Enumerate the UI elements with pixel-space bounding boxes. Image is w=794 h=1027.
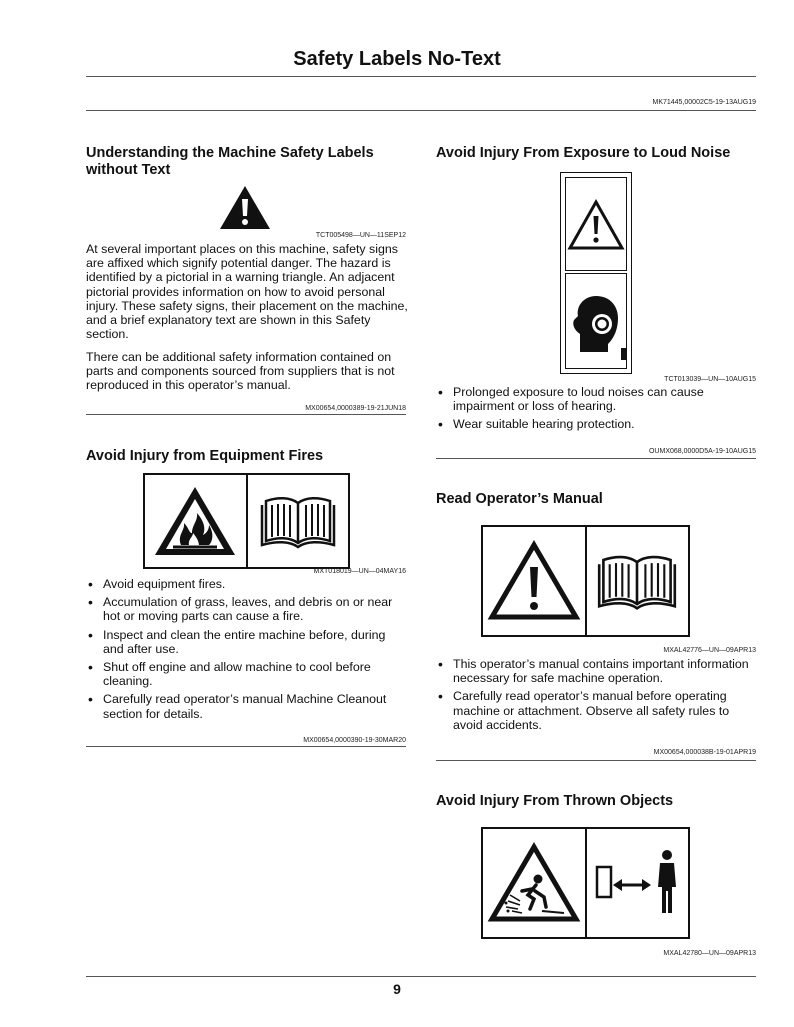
manual-figure-ref: MXAL42776—UN—09APR13 — [663, 647, 756, 654]
manual-bullet-list — [436, 657, 758, 736]
header-rule — [86, 110, 756, 111]
warning-triangle-icon — [483, 527, 585, 635]
list-item: • Shut off engine and allow machine to cool before cleaning. — [86, 660, 408, 688]
list-item: • Prolonged exposure to loud noises can cause impairment or loss of hearing. — [436, 385, 758, 413]
read-manual-icon — [246, 475, 349, 567]
list-item: • This operator’s manual contains important information necessary for safe machine operation. — [436, 657, 758, 685]
list-item: • Carefully read operator’s manual Machine Cleanout section for details. — [86, 692, 408, 720]
fires-figure-ref: MXT018019—UN—04MAY16 — [313, 568, 406, 575]
page-title: Safety Labels No-Text — [293, 48, 501, 70]
fires-ref: MX00654,0000390-19-30MAR20 — [303, 737, 406, 744]
page-number: 9 — [393, 981, 401, 997]
thrown-heading: Avoid Injury From Thrown Objects — [436, 793, 674, 809]
noise-bullet-list — [436, 385, 758, 436]
list-item: • Wear suitable hearing protection. — [436, 417, 758, 431]
fire-hazard-icon — [145, 475, 246, 567]
keep-distance-icon — [585, 829, 689, 937]
list-item: • Accumulation of grass, leaves, and debris on or near hot or moving parts can cause a fire. — [86, 595, 408, 623]
fires-heading: Avoid Injury from Equipment Fires — [86, 448, 324, 464]
section-rule — [86, 746, 406, 747]
thrown-objects-hazard-icon — [483, 829, 585, 937]
manual-safety-label — [481, 525, 690, 637]
noise-heading: Avoid Injury From Exposure to Loud Noise — [436, 145, 731, 161]
header-ref: MK71445,00002C5-19-13AUG19 — [652, 99, 756, 106]
title-rule — [86, 76, 756, 77]
warning-triangle-icon — [219, 185, 271, 230]
footer-rule — [86, 976, 756, 977]
noise-safety-label — [560, 172, 632, 374]
hearing-protection-icon — [565, 273, 627, 369]
understanding-heading: Understanding the Machine Safety Labels without Text — [86, 145, 374, 178]
list-item: • Carefully read operator’s manual before operating machine or attachment. Observe all safety rules to avoid accidents. — [436, 689, 758, 732]
understanding-paragraph-2: There can be additional safety information contained on parts and components sourced from suppliers that is not reproduced in this operator’s manual. — [86, 350, 395, 393]
manual-ref: MX00654,000038B-19-01APR19 — [653, 749, 756, 756]
thrown-objects-safety-label — [481, 827, 690, 939]
section-rule — [86, 414, 406, 415]
warning-triangle-icon — [565, 177, 627, 271]
section-rule — [436, 458, 756, 459]
understanding-paragraph-1: At several important places on this machine, safety signs are affixed which signify potential danger. The hazard is identified by a pictorial in a warning triangle. An adjacent pictorial provides information on how to avoid personal injury. These safety signs, their placement on the machine, and a brief explanatory text are shown in this Safety section. — [86, 242, 408, 342]
understanding-ref: MX00654,0000389-19-21JUN18 — [305, 405, 406, 412]
thrown-figure-ref: MXAL42780—UN—09APR13 — [663, 950, 756, 957]
understanding-figure-ref: TCT005498—UN—11SEP12 — [315, 232, 406, 239]
noise-figure-ref: TCT013039—UN—10AUG15 — [664, 376, 756, 383]
fire-safety-label — [143, 473, 350, 569]
fires-bullet-list — [86, 577, 408, 725]
read-manual-icon — [585, 527, 689, 635]
list-item: • Avoid equipment fires. — [86, 577, 408, 591]
manual-heading: Read Operator’s Manual — [436, 491, 603, 507]
noise-ref: OUMX068,0000D5A-19-10AUG15 — [648, 448, 756, 455]
list-item: • Inspect and clean the entire machine before, during and after use. — [86, 628, 408, 656]
section-rule — [436, 760, 756, 761]
